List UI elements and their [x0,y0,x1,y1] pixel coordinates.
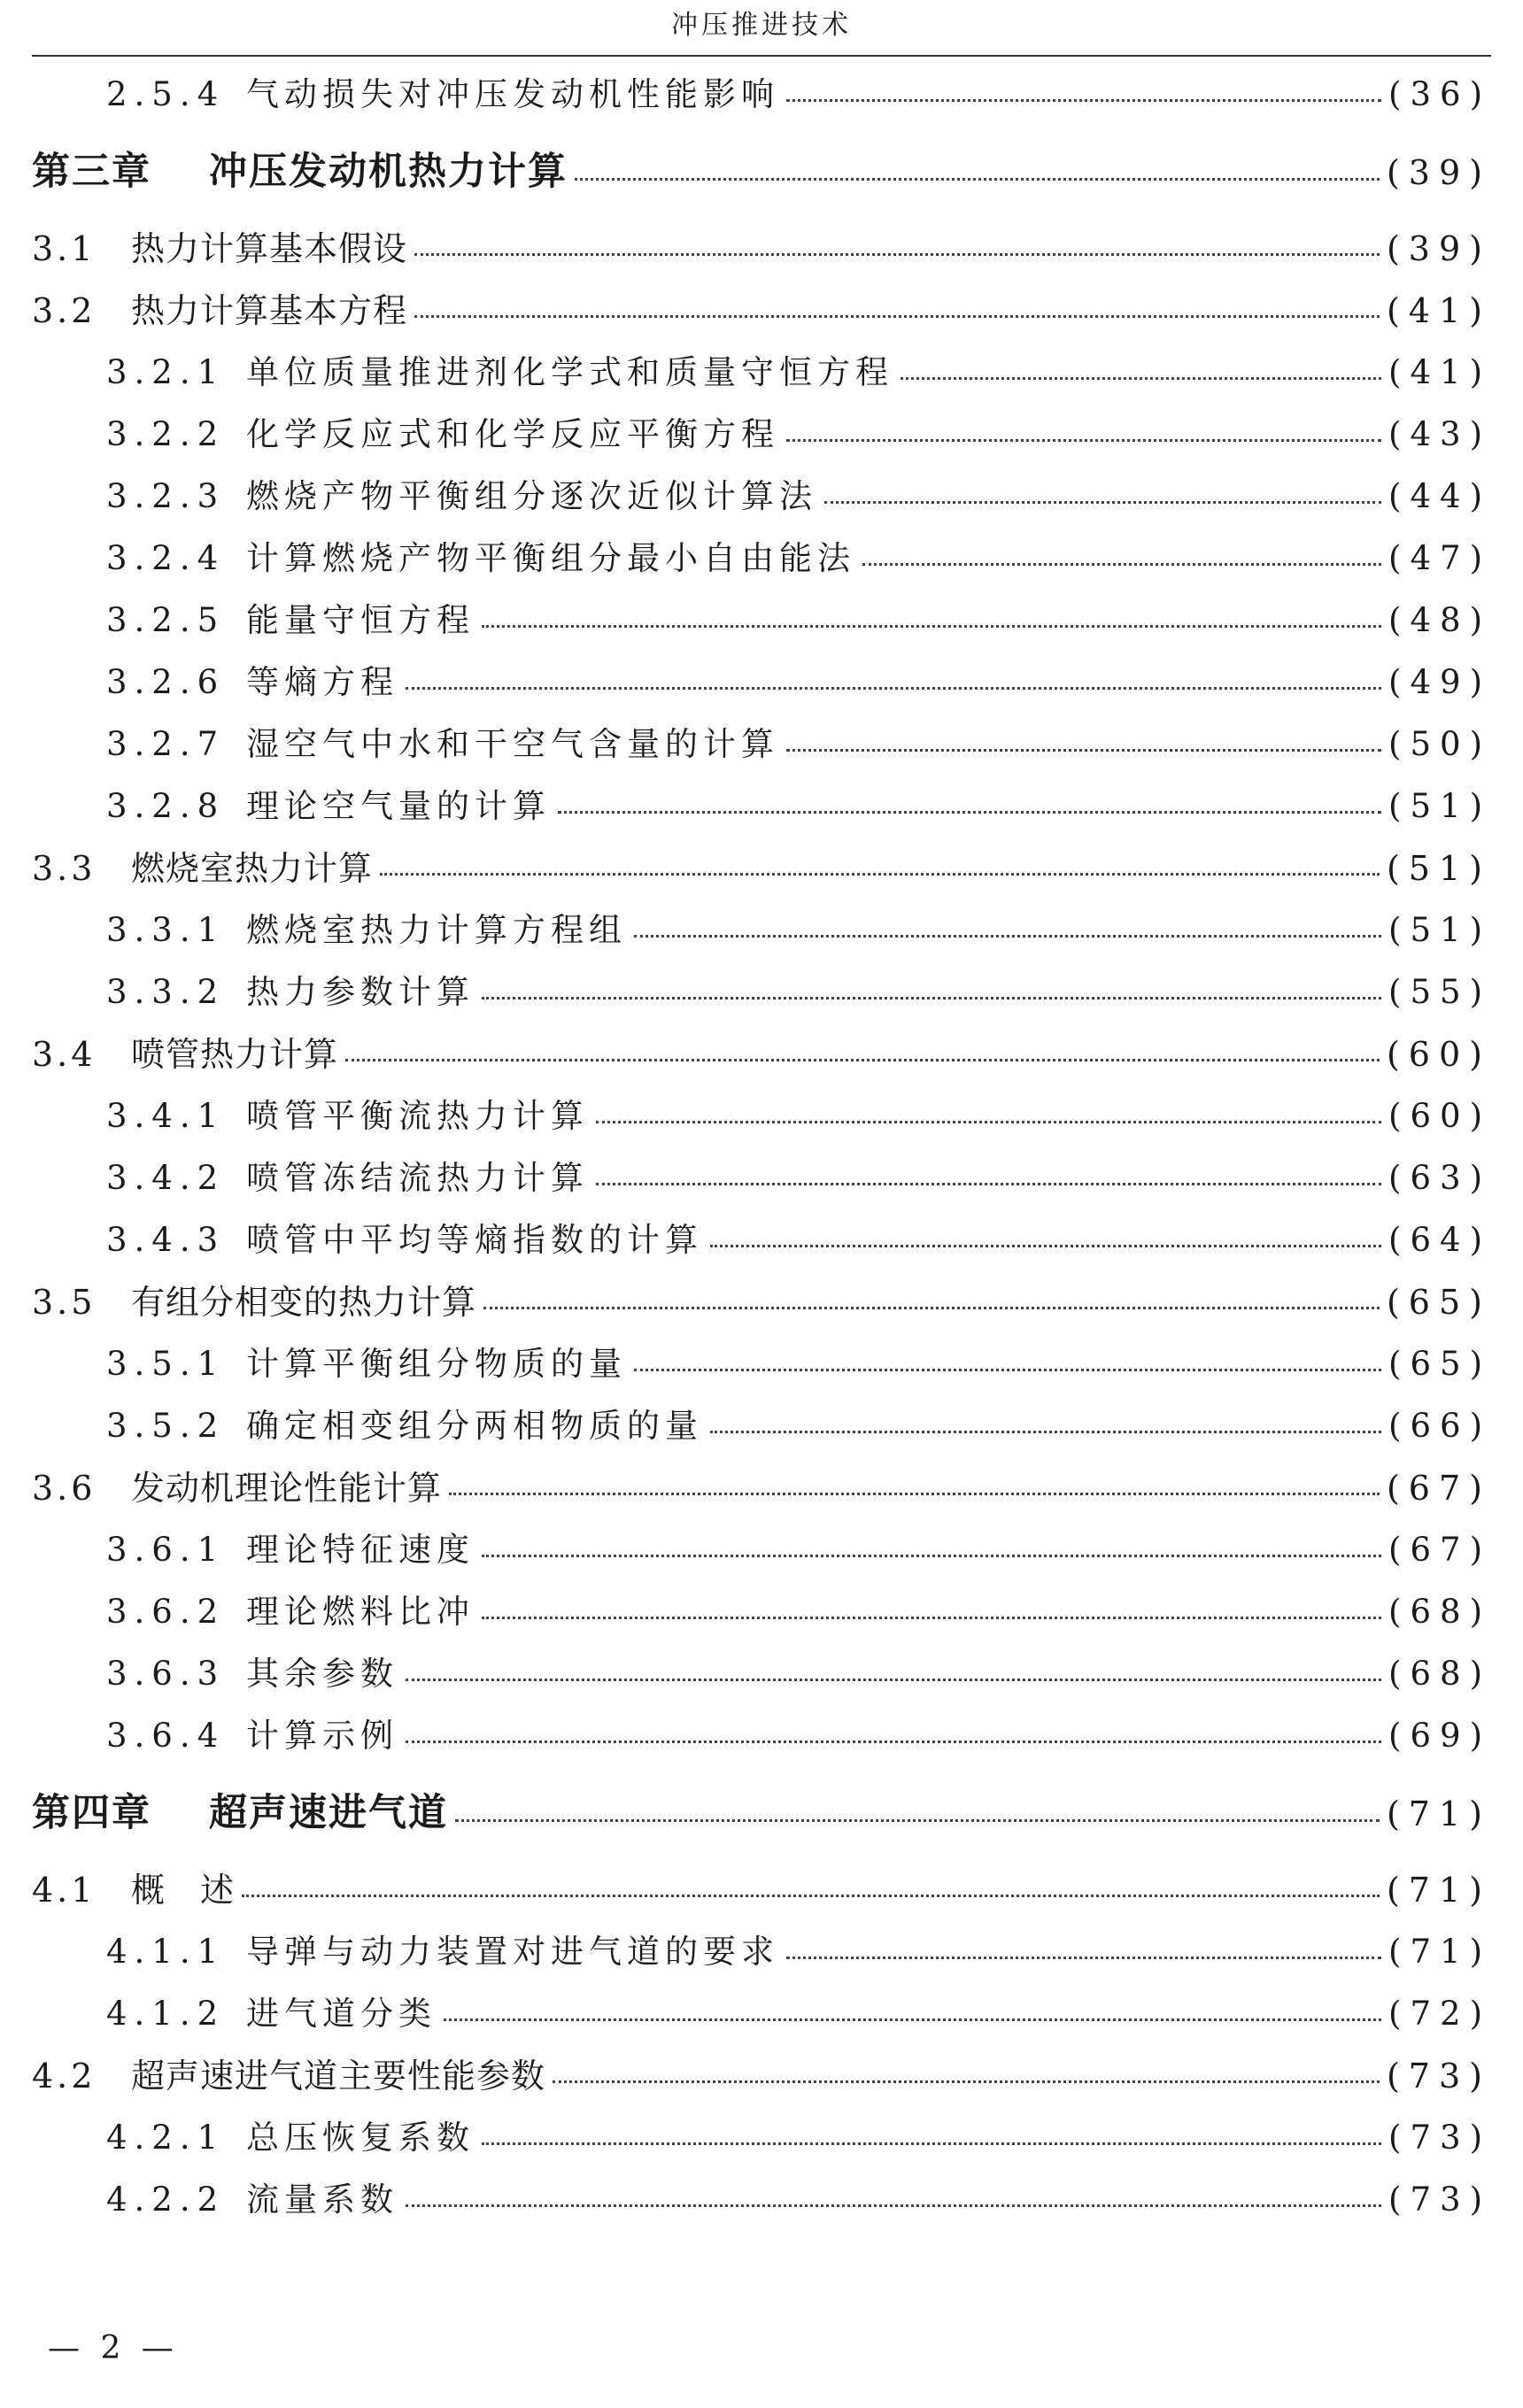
toc-entry-sub[interactable] [32,1705,1491,1767]
dot-leader [786,749,1381,752]
toc-entry-number: 2.5.4 [106,75,226,113]
toc-entry-title: 化学反应式和化学反应平衡方程 [246,415,779,453]
toc-entry-number: 3.5.1 [106,1345,226,1383]
dot-leader [345,1059,1380,1061]
toc-entry-number: 3.6.3 [106,1655,226,1693]
toc-entry-number: 4.1.2 [106,1995,226,2033]
toc-entry-page: (48) [1388,601,1491,639]
toc-entry-sub[interactable] [32,1519,1491,1581]
toc-entry-section[interactable] [32,1271,1491,1333]
toc-entry-title: 概 述 [131,1871,236,1910]
book-title: 冲压推进技术 [671,10,852,41]
toc-entry-section[interactable] [32,218,1491,280]
toc-entry-title: 燃烧室热力计算 [131,849,374,888]
toc-entry-number: 3.2.8 [106,787,226,825]
toc-entry-title: 超声速进气道 [209,1791,448,1835]
toc-entry-number: 3.5.2 [106,1407,226,1445]
toc-entry-number: 3.3.2 [106,973,226,1011]
dot-leader [482,2142,1381,2145]
toc-entry-number: 3.5 [32,1283,97,1322]
toc-entry-title: 单位质量推进剂化学式和质量守恒方程 [246,353,893,391]
toc-entry-chapter[interactable] [32,1767,1491,1859]
toc-entry-title: 理论特征速度 [246,1531,475,1569]
toc-entry-number: 3.2 [32,291,97,330]
toc-entry-number: 4.1 [32,1871,97,1910]
dot-leader [455,1819,1380,1822]
toc-entry-page: (71) [1388,1933,1491,1971]
toc-entry-page: (41) [1388,353,1491,391]
toc-entry-number: 3.6 [32,1469,97,1508]
toc-entry-number: 3.3 [32,849,97,888]
dot-leader [862,563,1381,566]
toc-entry-page: (73) [1386,2057,1491,2095]
toc-entry-title: 能量守恒方程 [246,601,475,639]
dot-leader [710,1431,1381,1433]
toc-entry-page: (69) [1388,1717,1491,1755]
toc-entry-sub[interactable] [32,899,1491,961]
toc-entry-chapter[interactable] [32,126,1491,218]
toc-entry-page: (41) [1386,291,1491,330]
dot-leader [482,1555,1381,1557]
toc-entry-page: (67) [1388,1531,1491,1569]
toc-entry-page: (36) [1388,75,1491,113]
toc-entry-sub[interactable] [32,714,1491,776]
toc-entry-number: 4.2.1 [106,2119,226,2157]
toc-entry-number: 第三章 [32,150,151,194]
dot-leader [824,501,1381,504]
toc-entry-title: 导弹与动力装置对进气道的要求 [246,1933,779,1971]
toc-entry-page: (44) [1388,477,1491,515]
toc-entry-sub[interactable] [32,2107,1491,2169]
toc-entry-number: 3.6.1 [106,1531,226,1569]
toc-entry-sub[interactable] [32,1921,1491,1983]
toc-entry-number: 4.1.1 [106,1933,226,1971]
toc-entry-number: 3.6.4 [106,1717,226,1755]
toc-entry-title: 发动机理论性能计算 [131,1469,443,1508]
toc-entry-page: (49) [1388,663,1491,701]
toc-entry-page: (68) [1388,1593,1491,1631]
dot-leader [634,1369,1381,1371]
toc-entry-page: (60) [1388,1097,1491,1135]
toc-entry-number: 3.4.2 [106,1159,226,1197]
toc-entry-sub[interactable] [32,1209,1491,1271]
dot-leader [444,2018,1381,2021]
toc-entry-sub[interactable] [32,1333,1491,1395]
dot-leader [558,811,1381,814]
dot-leader [414,315,1380,318]
toc-entry-sub[interactable] [32,466,1491,528]
dot-leader [482,1617,1381,1619]
toc-entry-page: (51) [1386,849,1491,888]
toc-entry-page: (63) [1388,1159,1491,1197]
toc-entry-number: 3.6.2 [106,1593,226,1631]
toc-entry-title: 确定相变组分两相物质的量 [246,1407,703,1445]
toc-entry-page: (55) [1388,973,1491,1011]
dot-leader [786,439,1381,442]
toc-entry-number: 3.2.7 [106,725,226,763]
toc-entry-number: 3.2.2 [106,415,226,453]
dot-leader [786,1956,1381,1959]
toc-entry-page: (47) [1388,539,1491,577]
dot-leader [901,377,1381,380]
toc-entry-section[interactable] [32,280,1491,342]
dot-leader [242,1895,1380,1897]
toc-entry-page: (65) [1386,1283,1491,1322]
toc-entry-sub[interactable] [32,1395,1491,1457]
toc-entry-title: 冲压发动机热力计算 [209,150,568,194]
toc-entry-number: 第四章 [32,1791,151,1835]
toc-entry-title: 计算燃烧产物平衡组分最小自由能法 [246,539,855,577]
toc-entry-page: (66) [1388,1407,1491,1445]
toc-entry-page: (71) [1386,1794,1491,1833]
dot-leader [406,2204,1381,2207]
toc-entry-number: 4.2.2 [106,2180,226,2219]
dot-leader [786,99,1381,102]
dot-leader [406,1740,1381,1743]
toc-entry-sub[interactable] [32,590,1491,652]
toc-entry-section[interactable] [32,1457,1491,1519]
toc-entry-title: 总压恢复系数 [246,2119,475,2157]
toc-entry-title: 喷管冻结流热力计算 [246,1159,589,1197]
dot-leader [414,253,1380,256]
dot-leader [634,935,1381,938]
toc-entry-page: (73) [1388,2119,1491,2157]
dot-leader [482,997,1381,999]
toc-entry-sub[interactable] [32,961,1491,1023]
toc-entry-title: 喷管热力计算 [131,1035,339,1074]
toc-entry-title: 计算平衡组分物质的量 [246,1345,627,1383]
toc-entry-section[interactable] [32,1023,1491,1085]
toc-entry-sub[interactable] [32,2169,1491,2231]
toc-entry-page: (67) [1386,1469,1491,1508]
toc-entry-sub[interactable] [32,1581,1491,1643]
toc-entry-page: (50) [1388,725,1491,763]
dot-leader [380,873,1380,876]
toc-entry-title: 等熵方程 [246,663,398,701]
toc-entry-number: 3.4.3 [106,1221,226,1259]
dot-leader [553,2080,1380,2083]
toc-entry-sub[interactable] [32,1085,1491,1147]
dot-leader [596,1183,1381,1185]
toc-entry-page: (51) [1388,787,1491,825]
toc-entry-number: 4.2 [32,2057,97,2095]
dot-leader [575,178,1380,181]
toc-entry-title: 湿空气中水和干空气含量的计算 [246,725,779,763]
toc-entry-number: 3.2.5 [106,601,226,639]
toc-entry-page: (64) [1388,1221,1491,1259]
dot-leader [449,1493,1380,1495]
toc-entry-section[interactable] [32,1859,1491,1921]
toc-entry-title: 热力计算基本方程 [131,291,408,330]
toc-entry-page: (71) [1386,1871,1491,1910]
toc-entry-sub[interactable] [32,1983,1491,2045]
toc-entry-number: 3.2.3 [106,477,226,515]
toc-entry-section[interactable] [32,2045,1491,2107]
toc-entry-title: 燃烧产物平衡组分逐次近似计算法 [246,477,817,515]
table-of-contents [32,64,1491,2231]
toc-entry-number: 3.4.1 [106,1097,226,1135]
toc-entry-section[interactable] [32,837,1491,899]
toc-entry-sub[interactable] [32,1643,1491,1705]
toc-entry-number: 3.1 [32,229,97,268]
toc-entry-title: 流量系数 [246,2180,398,2219]
toc-entry-title: 喷管中平均等熵指数的计算 [246,1221,703,1259]
page-number: — 2 — [48,2330,179,2366]
toc-entry-number: 3.2.6 [106,663,226,701]
toc-entry-title: 其余参数 [246,1655,398,1693]
toc-entry-title: 理论燃料比冲 [246,1593,475,1631]
toc-entry-title: 进气道分类 [246,1995,437,2033]
toc-entry-title: 理论空气量的计算 [246,787,551,825]
toc-entry-page: (73) [1388,2180,1491,2219]
running-header [32,0,1491,57]
toc-entry-page: (60) [1386,1035,1491,1074]
toc-entry-number: 3.4 [32,1035,97,1074]
toc-entry-sub[interactable] [32,528,1491,590]
toc-entry-sub[interactable] [32,342,1491,404]
toc-entry-title: 气动损失对冲压发动机性能影响 [246,75,779,113]
toc-entry-title: 热力计算基本假设 [131,229,408,268]
toc-entry-page: (43) [1388,415,1491,453]
toc-entry-title: 计算示例 [246,1717,398,1755]
toc-entry-sub[interactable] [32,64,1491,126]
toc-entry-title: 燃烧室热力计算方程组 [246,911,627,949]
toc-entry-title: 超声速进气道主要性能参数 [131,2057,546,2095]
dot-leader [596,1121,1381,1123]
dot-leader [483,1307,1380,1309]
toc-entry-page: (72) [1388,1995,1491,2033]
toc-entry-number: 3.2.1 [106,353,226,391]
toc-entry-number: 3.3.1 [106,911,226,949]
toc-entry-page: (51) [1388,911,1491,949]
toc-entry-title: 热力参数计算 [246,973,475,1011]
dot-leader [406,1679,1381,1681]
toc-entry-page: (39) [1386,153,1491,192]
toc-entry-title: 有组分相变的热力计算 [131,1283,477,1322]
dot-leader [710,1245,1381,1247]
dot-leader [482,625,1381,628]
toc-entry-sub[interactable] [32,776,1491,837]
toc-entry-page: (68) [1388,1655,1491,1693]
toc-entry-page: (65) [1388,1345,1491,1383]
dot-leader [406,687,1381,690]
toc-entry-page: (39) [1386,229,1491,268]
toc-entry-sub[interactable] [32,1147,1491,1209]
toc-entry-number: 3.2.4 [106,539,226,577]
toc-entry-title: 喷管平衡流热力计算 [246,1097,589,1135]
toc-entry-sub[interactable] [32,652,1491,714]
toc-entry-sub[interactable] [32,404,1491,466]
